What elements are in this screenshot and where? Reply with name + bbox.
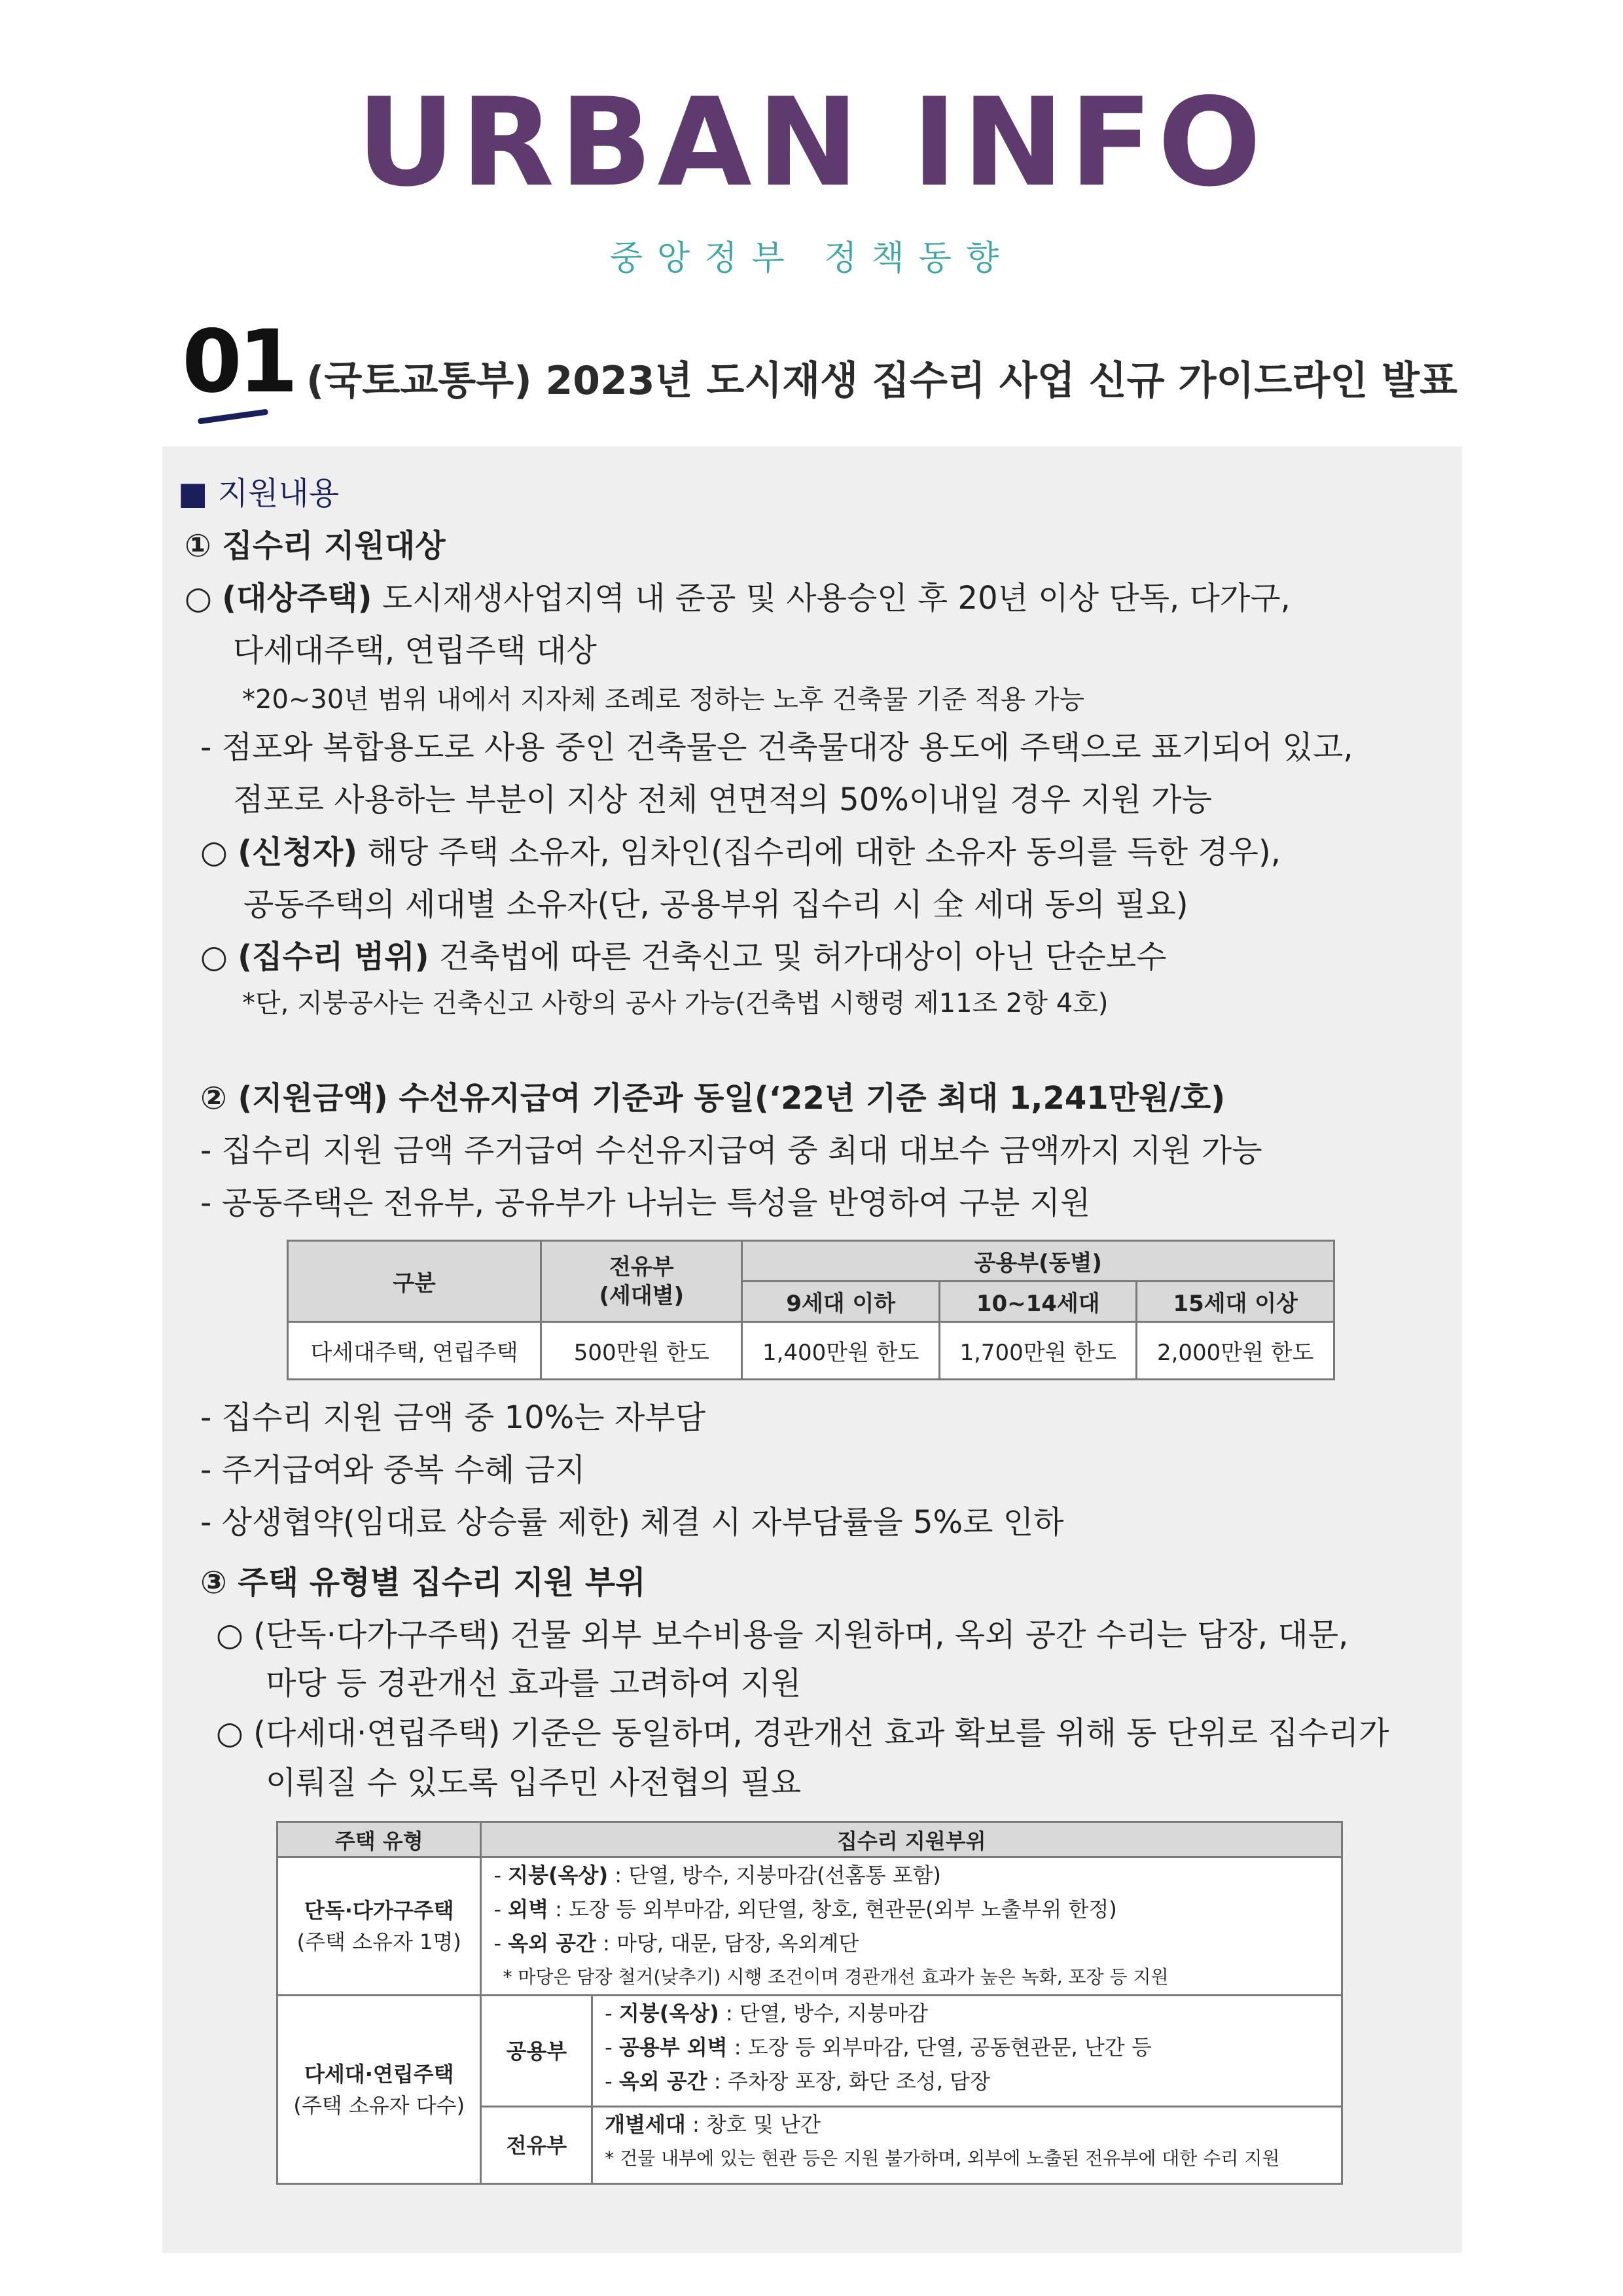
t1-header-c1: 9세대 이하 (742, 1282, 939, 1322)
t2-type1-d3-label: 옥외 공간 (508, 1931, 596, 1956)
t2-common-desc (592, 1996, 1342, 2107)
t2-type1-cell (277, 1857, 481, 1996)
t2-header-parts: 집수리 지원부위 (481, 1822, 1342, 1857)
s2-line2: - 공동주택은 전유부, 공유부가 나뉘는 특성을 반영하여 구분 지원 (200, 1185, 1091, 1221)
t2-common-item: - 공용부 외벽 : 도장 등 외부마감, 단열, 공동현관문, 난간 등 (605, 2035, 1152, 2060)
section-title: (국토교통부) 2023년 도시재생 집수리 사업 신규 가이드라인 발표 (306, 358, 1458, 404)
applicant-line2: 공동주택의 세대별 소유자(단, 공용부위 집수리 시 全 세대 동의 필요) (243, 886, 1188, 923)
t2-type1-d1: : 단열, 방수, 지붕마감(선홈통 포함) (608, 1863, 941, 1888)
target-text: 도시재생사업지역 내 준공 및 사용승인 후 20년 이상 단독, 다가구, (372, 580, 1291, 617)
store-line2: 점포로 사용하는 부분이 지상 전체 연면적의 50%이내일 경우 지원 가능 (233, 781, 1212, 818)
t1-header-c3: 15세대 이상 (1137, 1282, 1334, 1322)
t2-type1-sub: (주택 소유자 1명) (296, 1929, 461, 1954)
circle-bullet: ○ (185, 580, 223, 617)
s2-line3: - 집수리 지원 금액 중 10%는 자부담 (200, 1399, 705, 1436)
t2-private-item (605, 2108, 1341, 2142)
store-line1: - 점포와 복합용도로 사용 중인 건축물은 건축물대장 용도에 주택으로 표기되어 있고, (200, 729, 1353, 766)
t1-row-c1: 1,400만원 한도 (742, 1322, 939, 1380)
t2-private: 전유부 (481, 2107, 592, 2184)
t2-common-item: - 지붕(옥상) : 단열, 방수, 지붕마감 (605, 2001, 928, 2026)
t2-private-d1: : 창호 및 난간 (685, 2112, 821, 2137)
section-number: 01 (182, 312, 294, 412)
scope-label: (집수리 범위) (238, 939, 429, 975)
target-note: *20~30년 범위 내에서 지자체 조례로 정하는 노후 건축물 기준 적용 가능 (242, 685, 1085, 715)
brand-title: URBAN INFO (356, 71, 1267, 213)
s2-line1: - 집수리 지원 금액 주거급여 수선유지급여 중 최대 대보수 금액까지 지원 가능 (200, 1132, 1262, 1169)
t2-private-note: * 건물 내부에 있는 현관 등은 지원 불가하며, 외부에 노출된 전유부에 대한 수리 지원 (605, 2147, 1280, 2169)
target-line (185, 577, 1291, 619)
t2-type1-item: - 외벽 : 도장 등 외부마감, 외단열, 창호, 현관문(외부 노출부위 한정) (493, 1897, 1117, 1922)
t2-type1-d3: : 마당, 대문, 담장, 옥외계단 (596, 1931, 859, 1956)
t2-type1-item: - 옥외 공간 : 마당, 대문, 담장, 옥외계단 (493, 1931, 859, 1956)
t2-common-d2: : 도장 등 외부마감, 단열, 공동현관문, 난간 등 (727, 2035, 1152, 2060)
support-amount-table (287, 1240, 1335, 1380)
applicant-label: (신청자) (238, 834, 358, 870)
t2-type1: 단독·다가구주택 (304, 1898, 454, 1923)
s1-title: ① 집수리 지원대상 (185, 528, 446, 564)
applicant-text: 해당 주택 소유자, 임차인(집수리에 대한 소유자 동의를 득한 경우), (357, 834, 1281, 870)
t2-type1-d2: : 도장 등 외부마감, 외단열, 창호, 현관문(외부 노출부위 한정) (548, 1897, 1117, 1922)
t2-type1-note: * 마당은 담장 철거(낮추기) 시행 조건이며 경관개선 효과가 높은 녹화, 포장 등 지원 (503, 1966, 1169, 1988)
t2-private-desc (592, 2107, 1342, 2184)
target-line2: 다세대주택, 연립주택 대상 (233, 632, 597, 669)
t2-private-d1-label: 개별세대 (605, 2112, 686, 2137)
page-subtitle: 중앙정부 정책동향 (609, 239, 1014, 278)
s3-item2-line1: ○ (다세대·연립주택) 기준은 동일하며, 경관개선 효과 확보를 위해 동 단위로 집수리가 (216, 1715, 1389, 1751)
t1-header-private: 전유부 (세대별) (541, 1241, 742, 1322)
scope-line (200, 936, 1166, 978)
applicant-line (200, 831, 1281, 873)
scope-note: *단, 지붕공사는 건축신고 사항의 공사 가능(건축법 시행령 제11조 2항 4호) (242, 988, 1109, 1018)
s3-title: ③ 주택 유형별 집수리 지원 부위 (200, 1564, 646, 1601)
s2-title: ② (지원금액) 수선유지급여 기준과 동일(‘22년 기준 최대 1,241만원/호) (200, 1080, 1226, 1117)
s3-item1-line2: 마당 등 경관개선 효과를 고려하여 지원 (266, 1665, 802, 1702)
t2-common-d3-label: 옥외 공간 (618, 2069, 707, 2094)
t2-common-d1-label: 지붕(옥상) (618, 2001, 719, 2026)
t2-header-type: 주택 유형 (277, 1822, 481, 1857)
circle-bullet: ○ (200, 939, 238, 975)
t2-common-d3: : 주차장 포장, 화단 조성, 담장 (707, 2069, 990, 2094)
t2-type1-d1-label: 지붕(옥상) (508, 1863, 609, 1888)
t2-type2-sub: (주택 소유자 다수) (293, 2092, 465, 2118)
support-heading: ■ 지원내용 (178, 475, 340, 512)
t1-header-common: 공용부(동별) (742, 1241, 1334, 1282)
s2-line5: - 상생협약(임대료 상승률 제한) 체결 시 자부담률을 5%로 인하 (200, 1504, 1064, 1541)
s3-item1-line1: ○ (단독·다가구주택) 건물 외부 보수비용을 지원하며, 옥외 공간 수리는 담장, 대문, (216, 1617, 1349, 1653)
t1-row-private: 500만원 한도 (541, 1322, 742, 1380)
t2-common-d1: : 단열, 방수, 지붕마감 (719, 2001, 928, 2026)
t1-header-c2: 10~14세대 (939, 1282, 1137, 1322)
t2-common: 공용부 (481, 1996, 592, 2107)
t1-row-category: 다세대주택, 연립주택 (288, 1322, 541, 1380)
t1-header-category: 구분 (288, 1241, 541, 1322)
t2-common-item: - 옥외 공간 : 주차장 포장, 화단 조성, 담장 (605, 2069, 990, 2094)
scope-text: 건축법에 따른 건축신고 및 허가대상이 아닌 단순보수 (429, 939, 1167, 975)
t2-type1-d2-label: 외벽 (508, 1897, 548, 1922)
target-label: (대상주택) (222, 580, 372, 617)
t2-type1-desc (481, 1857, 1342, 1996)
repair-parts-table (276, 1821, 1343, 2185)
t2-type2-cell (277, 1996, 481, 2184)
s3-item2-line2: 이뤄질 수 있도록 입주민 사전협의 필요 (266, 1765, 802, 1801)
t2-common-d2-label: 공용부 외벽 (618, 2035, 728, 2060)
circle-bullet: ○ (200, 834, 238, 870)
t1-row-c3: 2,000만원 한도 (1137, 1322, 1334, 1380)
s2-line4: - 주거급여와 중복 수혜 금지 (200, 1452, 586, 1488)
t2-type2: 다세대·연립주택 (304, 2061, 454, 2087)
t2-type1-item: - 지붕(옥상) : 단열, 방수, 지붕마감(선홈통 포함) (493, 1863, 941, 1888)
t1-row-c2: 1,700만원 한도 (939, 1322, 1137, 1380)
